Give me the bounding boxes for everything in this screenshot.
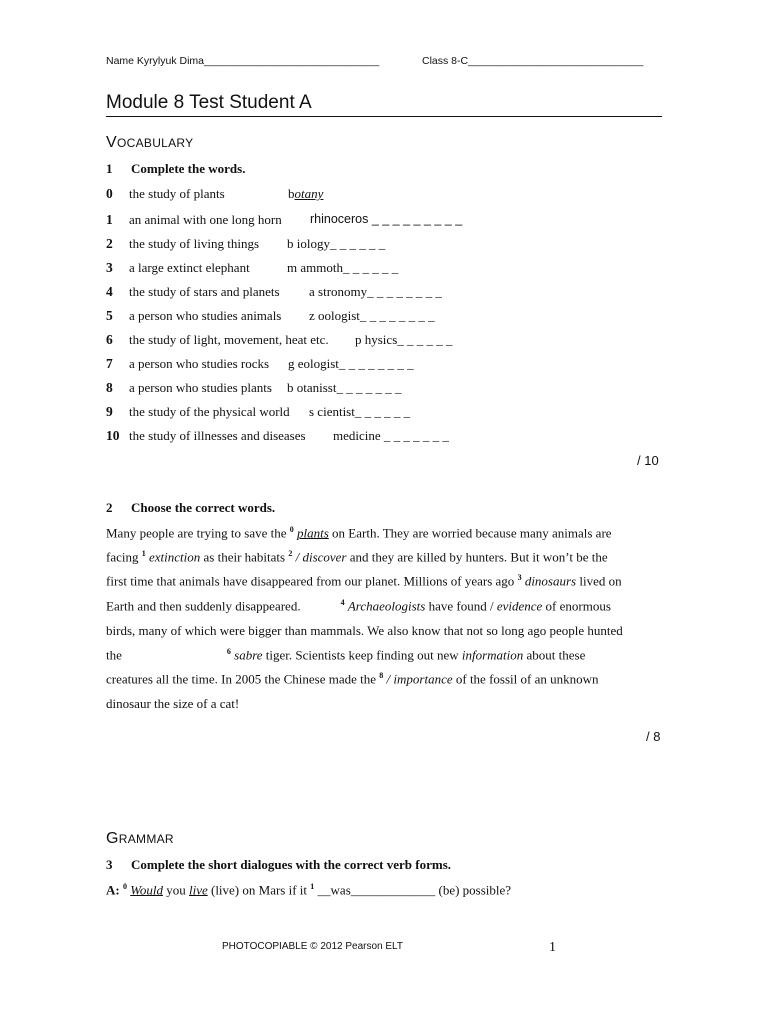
text: tiger. Scientists keep finding out new bbox=[262, 647, 462, 663]
item-number: 4 bbox=[106, 284, 113, 299]
question-3-header bbox=[106, 857, 451, 873]
item-definition: the study of living things bbox=[129, 236, 259, 251]
gap-number: 0 bbox=[289, 525, 294, 534]
item-definition: an animal with one long horn bbox=[129, 212, 282, 227]
vocab-item bbox=[0, 356, 768, 374]
vocab-item bbox=[0, 308, 768, 326]
example-answer: Would bbox=[130, 882, 163, 898]
answer: Archaeologists bbox=[347, 598, 426, 614]
answer: / importance bbox=[383, 671, 453, 687]
grammar-heading-initial: G bbox=[106, 830, 119, 847]
text: creatures all the time. In 2005 the Chinese made the bbox=[106, 671, 380, 687]
item-number: 3 bbox=[106, 260, 113, 275]
item-number: 5 bbox=[106, 308, 113, 323]
question-2-score: / 8 bbox=[646, 729, 661, 744]
example-answer: live bbox=[188, 882, 208, 898]
paragraph-line bbox=[106, 598, 611, 614]
vocab-item bbox=[0, 380, 768, 398]
gap-number: 1 bbox=[141, 549, 146, 558]
answer: extinction bbox=[148, 549, 201, 565]
answer: sabre bbox=[234, 647, 263, 663]
text: dinosaur the size of a cat! bbox=[106, 696, 240, 711]
item-answer-example bbox=[288, 186, 323, 202]
text: have found / bbox=[425, 598, 497, 614]
paragraph-line bbox=[106, 671, 598, 687]
item-answer: g eologist_ _ _ _ _ _ _ _ bbox=[288, 356, 414, 371]
gap-number: 3 bbox=[517, 573, 522, 582]
question-instruction: Complete the short dialogues with the correct verb forms. bbox=[131, 857, 451, 872]
vocab-item bbox=[0, 428, 768, 446]
grammar-heading bbox=[106, 830, 174, 848]
item-definition: a person who studies plants bbox=[129, 380, 272, 395]
text: of the fossil of an unknown bbox=[452, 671, 599, 687]
text: Earth and then suddenly disappeared. bbox=[106, 598, 301, 614]
page-title: Module 8 Test Student A bbox=[106, 92, 312, 113]
question-instruction: Complete the words. bbox=[131, 161, 246, 176]
example-answer: plants bbox=[297, 525, 329, 541]
item-number: 2 bbox=[106, 236, 113, 251]
grammar-heading-rest: RAMMAR bbox=[118, 832, 174, 846]
paragraph-line bbox=[106, 573, 622, 589]
footer-copyright: PHOTOCOPIABLE © 2012 Pearson ELT bbox=[222, 941, 403, 952]
answer: information bbox=[461, 647, 524, 663]
gap-number: 4 bbox=[340, 598, 345, 607]
item-answer: b otanisst_ _ _ _ _ _ _ bbox=[287, 380, 402, 395]
item-number: 6 bbox=[106, 332, 113, 347]
item-answer: medicine _ _ _ _ _ _ _ bbox=[333, 428, 449, 443]
question-number: 2 bbox=[106, 500, 113, 515]
gap-number: 2 bbox=[288, 549, 293, 558]
speaker-label: A: bbox=[106, 882, 120, 898]
item-answer: z oologist_ _ _ _ _ _ _ _ bbox=[309, 308, 435, 323]
vocab-item bbox=[0, 332, 768, 350]
item-definition: a person who studies animals bbox=[129, 308, 282, 323]
item-definition: a large extinct elephant bbox=[129, 260, 250, 275]
answer-field: __was_____________ (be) possible? bbox=[314, 882, 512, 898]
text: about these bbox=[523, 647, 586, 663]
gap-number: 6 bbox=[226, 647, 231, 656]
item-number: 8 bbox=[106, 380, 113, 395]
gap-number: 8 bbox=[379, 671, 384, 680]
item-definition: the study of stars and planets bbox=[129, 284, 280, 299]
item-number: 1 bbox=[106, 212, 113, 227]
item-definition: the study of light, movement, heat etc. bbox=[129, 332, 329, 347]
text: Many people are trying to save the bbox=[106, 525, 290, 541]
item-number: 0 bbox=[106, 186, 113, 201]
page-number: 1 bbox=[549, 940, 556, 955]
answer: evidence bbox=[496, 598, 543, 614]
paragraph-line bbox=[106, 525, 612, 541]
text: on Earth. They are worried because many animals are bbox=[328, 525, 612, 541]
text: (live) on Mars if it bbox=[207, 882, 311, 898]
gap-number: 0 bbox=[122, 882, 127, 891]
item-answer: p hysics_ _ _ _ _ _ bbox=[355, 332, 453, 347]
vocab-item bbox=[0, 260, 768, 278]
text: facing bbox=[106, 549, 142, 565]
class-field: Class 8-C______________________________ bbox=[422, 55, 644, 67]
paragraph-line bbox=[106, 549, 608, 565]
paragraph-line bbox=[106, 647, 585, 663]
text: as their habitats bbox=[200, 549, 289, 565]
item-definition: the study of illnesses and diseases bbox=[129, 428, 306, 443]
question-number: 1 bbox=[106, 161, 113, 176]
vocab-item bbox=[0, 186, 768, 204]
title-rule bbox=[106, 116, 662, 117]
item-answer: rhinoceros _ _ _ _ _ _ _ _ _ bbox=[310, 212, 463, 226]
vocab-item bbox=[0, 284, 768, 302]
vocabulary-score: / 10 bbox=[637, 453, 659, 468]
vocab-item bbox=[0, 404, 768, 422]
answer-rest: otany bbox=[294, 186, 324, 201]
text: the bbox=[106, 647, 122, 663]
text: first time that animals have disappeared from our planet. Millions of years ago bbox=[106, 573, 518, 589]
paragraph-line bbox=[106, 696, 239, 712]
vocabulary-heading-initial: V bbox=[106, 134, 117, 151]
item-number: 10 bbox=[106, 428, 120, 443]
text: of enormous bbox=[542, 598, 611, 614]
vocabulary-heading-rest: OCABULARY bbox=[116, 136, 194, 150]
question-1-header bbox=[106, 161, 245, 177]
paragraph-line bbox=[106, 623, 623, 639]
item-answer: s cientist_ _ _ _ _ _ bbox=[309, 404, 411, 419]
text: and they are killed by hunters. But it won’t be the bbox=[346, 549, 608, 565]
dialogue-line bbox=[106, 882, 511, 898]
gap-number: 1 bbox=[310, 882, 315, 891]
text: you bbox=[162, 882, 189, 898]
item-answer: b iology_ _ _ _ _ _ bbox=[287, 236, 386, 251]
vocabulary-heading bbox=[106, 134, 194, 152]
item-definition: the study of plants bbox=[129, 186, 225, 201]
item-answer: a stronomy_ _ _ _ _ _ _ _ bbox=[309, 284, 442, 299]
item-number: 9 bbox=[106, 404, 113, 419]
answer-prefix: b bbox=[288, 186, 295, 201]
text: birds, many of which were bigger than mammals. We also know that not so long ago people hunted bbox=[106, 623, 623, 638]
answer: / discover bbox=[292, 549, 347, 565]
item-number: 7 bbox=[106, 356, 113, 371]
vocab-item bbox=[0, 212, 768, 230]
question-instruction: Choose the correct words. bbox=[131, 500, 276, 515]
answer: dinosaurs bbox=[524, 573, 577, 589]
item-definition: the study of the physical world bbox=[129, 404, 290, 419]
name-field: Name Kyrylyuk Dima______________________________ bbox=[106, 55, 380, 67]
question-number: 3 bbox=[106, 857, 113, 872]
item-answer: m ammoth_ _ _ _ _ _ bbox=[287, 260, 399, 275]
item-definition: a person who studies rocks bbox=[129, 356, 270, 371]
vocab-item bbox=[0, 236, 768, 254]
text: lived on bbox=[576, 573, 622, 589]
question-2-header bbox=[106, 500, 275, 516]
